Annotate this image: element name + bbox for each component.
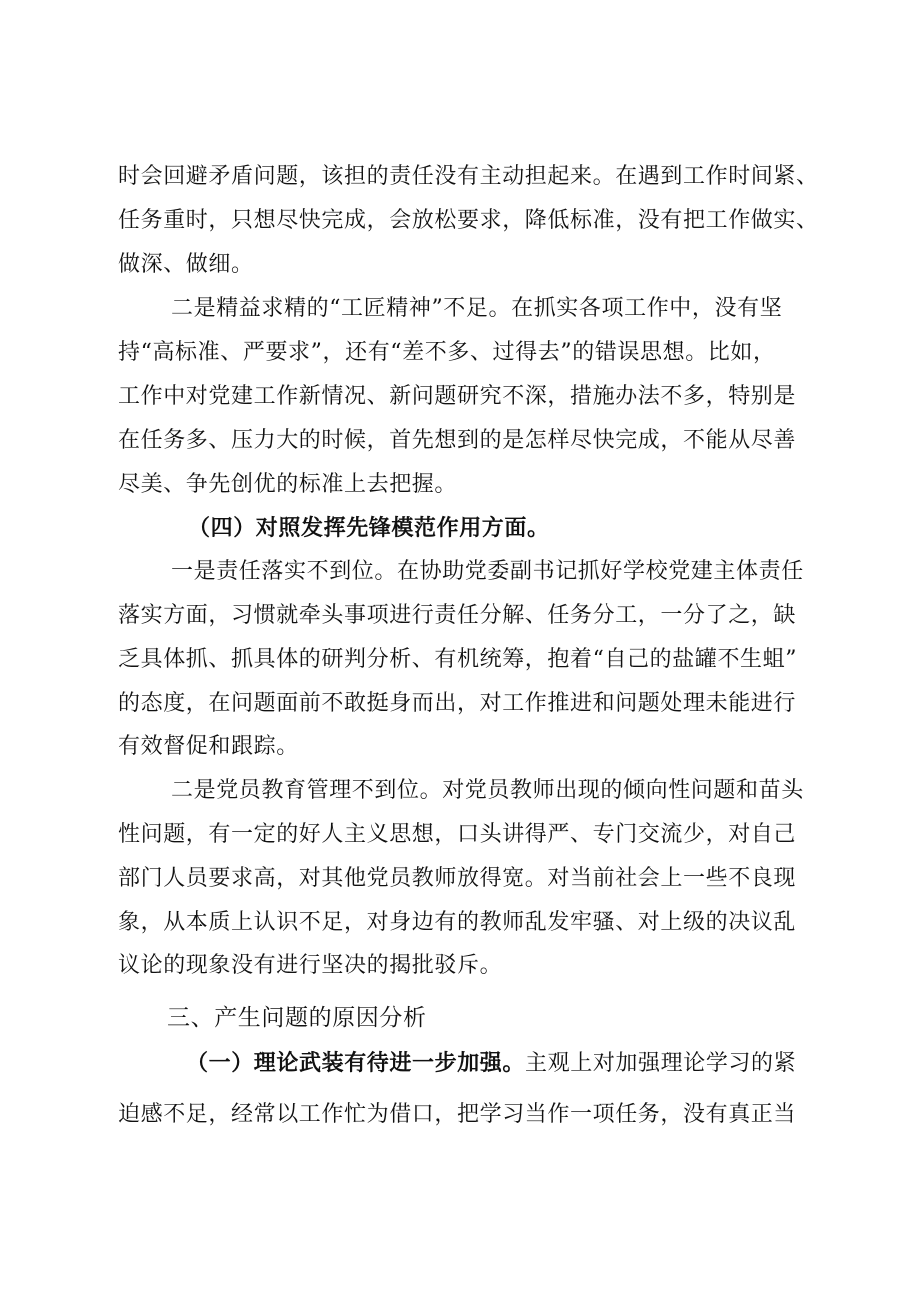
text-line-1: 时会回避矛盾问题，该担的责任没有主动担起来。在遇到工作时间紧、 <box>118 164 819 189</box>
body-text-line <box>0 861 920 897</box>
text-line-8: 尽美、争先创优的标准上去把握。 <box>118 472 458 497</box>
chapter-heading-3 <box>0 1000 920 1036</box>
text-line-7: 在任务多、压力大的时候，首先想到的是怎样尽快完成，不能从尽善 <box>118 428 797 453</box>
text-line-3: 做深、做细。 <box>118 252 254 277</box>
body-text-line <box>0 598 920 634</box>
text-line-11: 落实方面，习惯就牵头事项进行责任分解、任务分工，一分了之，缺 <box>118 603 797 628</box>
body-text-line <box>0 817 920 853</box>
body-text-line <box>0 159 920 195</box>
subheading-inline: （一）理论武装有待进一步加强。 <box>186 1050 526 1076</box>
section-heading-4 <box>0 510 920 546</box>
paragraph-first-line <box>0 773 920 809</box>
text-line-16: 性问题，有一定的好人主义思想，口头讲得严、专门交流少，对自己 <box>118 822 797 847</box>
text-line-2: 任务重时，只想尽快完成，会放松要求，降低标准，没有把工作做实、 <box>118 208 819 233</box>
text-line-9: （四）对照发挥先锋模范作用方面。 <box>188 515 550 541</box>
body-text-line <box>0 948 920 984</box>
text-line-6: 工作中对党建工作新情况、新问题研究不深，措施办法不多，特别是 <box>118 384 797 409</box>
text-line-12: 乏具体抓、抓具体的研判分析、有机统筹，抱着“自己的盐罐不生蛆” <box>118 647 798 672</box>
body-text-line <box>0 247 920 283</box>
text-line-18: 象，从本质上认识不足，对身边有的教师乱发牢骚、对上级的决议乱 <box>118 910 797 935</box>
paragraph-first-line <box>0 291 920 327</box>
body-text-line <box>0 905 920 941</box>
paragraph-first-line <box>0 1045 920 1081</box>
text-line-13: 的态度，在问题面前不敢挺身而出，对工作推进和问题处理未能进行 <box>118 691 797 716</box>
body-text-line <box>0 642 920 678</box>
body-text-line <box>0 335 920 371</box>
body-text-line <box>0 686 920 722</box>
text-line-19: 议论的现象没有进行坚决的揭批驳斥。 <box>118 953 503 978</box>
paragraph-first-line <box>0 554 920 590</box>
text-line-20: 三、产生问题的原因分析 <box>167 1005 427 1031</box>
body-text-line <box>0 729 920 765</box>
text-line-21: 主观上对加强理论学习的紧 <box>525 1051 797 1076</box>
text-line-22: 迫感不足，经常以工作忙为借口，把学习当作一项任务，没有真正当 <box>118 1102 797 1127</box>
body-text-line <box>0 1097 920 1133</box>
text-line-14: 有效督促和跟踪。 <box>118 734 299 759</box>
body-text-line <box>0 423 920 459</box>
text-line-15: 二是党员教育管理不到位。对党员教师出现的倾向性问题和苗头 <box>171 778 804 803</box>
body-text-line <box>0 467 920 503</box>
body-text-line <box>0 203 920 239</box>
text-line-4: 二是精益求精的“工匠精神”不足。在抓实各项工作中，没有坚 <box>171 296 783 321</box>
text-line-5: 持“高标准、严要求”，还有“差不多、过得去”的错误思想。比如， <box>118 340 776 365</box>
text-line-17: 部门人员要求高，对其他党员教师放得宽。对当前社会上一些不良现 <box>118 866 797 891</box>
text-line-10: 一是责任落实不到位。在协助党委副书记抓好学校党建主体责任 <box>171 559 804 584</box>
body-text-line <box>0 379 920 415</box>
